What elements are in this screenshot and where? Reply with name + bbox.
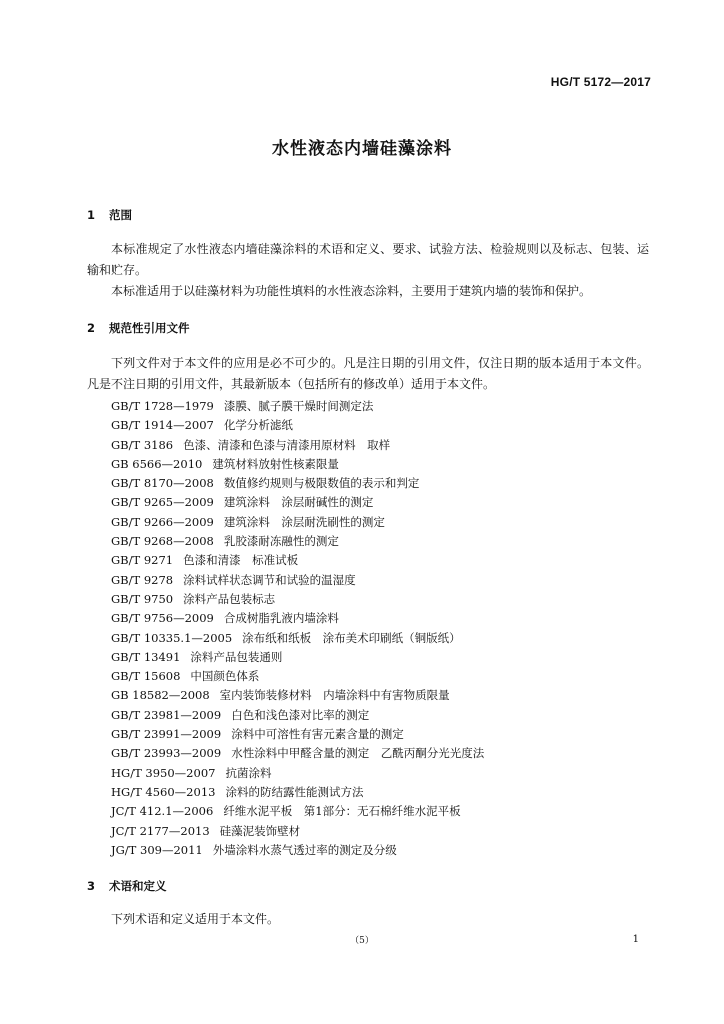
reference-title: 室内装饰装修材料 内墙涂料中有害物质限量 bbox=[219, 688, 450, 703]
reference-list bbox=[111, 397, 484, 860]
reference-code: GB/T 9750 bbox=[111, 591, 174, 606]
reference-title: 建筑材料放射性核素限量 bbox=[212, 456, 339, 471]
reference-item bbox=[111, 725, 484, 744]
reference-item bbox=[111, 648, 484, 667]
section-1-paragraph-2: 本标准适用于以硅藻材料为功能性填料的水性液态涂料，主要用于建筑内墙的装饰和保护。 bbox=[111, 284, 592, 298]
footer-sequence: （5） bbox=[350, 936, 374, 946]
section-title: 术语和定义 bbox=[109, 879, 167, 893]
reference-item bbox=[111, 609, 484, 628]
reference-title: 建筑涂料 涂层耐碱性的测定 bbox=[223, 495, 374, 510]
section-1-heading bbox=[87, 207, 132, 223]
reference-code: JG/T 309—2011 bbox=[111, 842, 203, 857]
reference-title: 乳胶漆耐冻融性的测定 bbox=[223, 534, 339, 549]
reference-item bbox=[111, 397, 484, 416]
reference-title: 色漆、清漆和色漆与清漆用原材料 取样 bbox=[183, 437, 391, 452]
section-1-paragraph-1: 本标准规定了水性液态内墙硅藻涂料的术语和定义、要求、试验方法、检验规则以及标志、包装、运输和贮存。 bbox=[87, 242, 649, 277]
section-number: 2 bbox=[87, 321, 96, 335]
reference-item bbox=[111, 455, 484, 474]
reference-title: 涂料中可溶性有害元素含量的测定 bbox=[231, 727, 404, 742]
reference-title: 建筑涂料 涂层耐洗刷性的测定 bbox=[223, 514, 385, 529]
reference-code: GB/T 9268—2008 bbox=[111, 534, 214, 549]
reference-item bbox=[111, 802, 484, 821]
section-number: 3 bbox=[87, 879, 96, 893]
reference-item bbox=[111, 744, 484, 763]
reference-item bbox=[111, 841, 484, 860]
reference-code: GB/T 9271 bbox=[111, 553, 174, 568]
reference-title: 化学分析滤纸 bbox=[223, 418, 293, 433]
reference-title: 抗菌涂料 bbox=[225, 765, 272, 780]
section-3-heading bbox=[87, 878, 167, 894]
reference-item bbox=[111, 551, 484, 570]
reference-title: 色漆和清漆 标准试板 bbox=[183, 553, 299, 568]
reference-item bbox=[111, 629, 484, 648]
reference-code: GB/T 9266—2009 bbox=[111, 514, 214, 529]
reference-title: 水性涂料中甲醛含量的测定 乙酰丙酮分光光度法 bbox=[231, 746, 485, 761]
reference-code: GB/T 9278 bbox=[111, 572, 174, 587]
reference-title: 数值修约规则与极限数值的表示和判定 bbox=[223, 476, 420, 491]
document-title: 水性液态内墙硅藻涂料 bbox=[272, 139, 452, 159]
reference-code: JC/T 2177—2013 bbox=[111, 823, 210, 838]
reference-code: HG/T 3950—2007 bbox=[111, 765, 216, 780]
reference-item bbox=[111, 532, 484, 551]
reference-title: 白色和浅色漆对比率的测定 bbox=[231, 707, 370, 722]
reference-item bbox=[111, 822, 484, 841]
reference-title: 中国颜色体系 bbox=[190, 669, 260, 684]
reference-title: 硅藻泥装饰壁材 bbox=[219, 823, 301, 838]
reference-code: JC/T 412.1—2006 bbox=[111, 804, 214, 819]
reference-code: HG/T 4560—2013 bbox=[111, 784, 216, 799]
reference-code: GB/T 9265—2009 bbox=[111, 495, 214, 510]
reference-title: 涂料产品包装标志 bbox=[183, 591, 276, 606]
reference-code: GB/T 10335.1—2005 bbox=[111, 630, 233, 645]
section-2-intro: 下列文件对于本文件的应用是必不可少的。凡是注日期的引用文件，仅注日期的版本适用于本文件。凡是不注日期的引用文件，其最新版本（包括所有的修改单）适用于本文件。 bbox=[87, 356, 649, 391]
section-title: 范围 bbox=[109, 208, 132, 222]
reference-code: GB/T 1914—2007 bbox=[111, 418, 214, 433]
reference-title: 漆膜、腻子膜干燥时间测定法 bbox=[223, 399, 374, 413]
reference-item bbox=[111, 571, 484, 590]
reference-title: 涂料产品包装通则 bbox=[190, 649, 283, 664]
reference-item bbox=[111, 667, 484, 686]
section-number: 1 bbox=[87, 208, 96, 222]
reference-code: GB/T 23993—2009 bbox=[111, 746, 222, 761]
reference-item bbox=[111, 513, 484, 532]
reference-item bbox=[111, 764, 484, 783]
reference-code: GB/T 1728—1979 bbox=[111, 399, 214, 413]
reference-title: 涂料试样状态调节和试验的温湿度 bbox=[183, 572, 356, 587]
reference-item bbox=[111, 706, 484, 725]
reference-item bbox=[111, 590, 484, 609]
reference-code: GB/T 3186 bbox=[111, 437, 174, 452]
reference-code: GB/T 23981—2009 bbox=[111, 707, 222, 722]
reference-code: GB/T 15608 bbox=[111, 669, 181, 684]
reference-title: 外墙涂料水蒸气透过率的测定及分级 bbox=[212, 842, 397, 857]
reference-title: 合成树脂乳液内墙涂料 bbox=[223, 611, 339, 626]
page-number: 1 bbox=[632, 934, 639, 945]
section-3-intro: 下列术语和定义适用于本文件。 bbox=[111, 912, 280, 926]
standard-code: HG/T 5172—2017 bbox=[550, 75, 651, 89]
reference-title: 纤维水泥平板 第1部分：无石棉纤维水泥平板 bbox=[223, 804, 461, 819]
reference-item bbox=[111, 474, 484, 493]
reference-code: GB/T 23991—2009 bbox=[111, 727, 222, 742]
reference-item bbox=[111, 783, 484, 802]
reference-code: GB/T 9756—2009 bbox=[111, 611, 214, 626]
reference-item bbox=[111, 493, 484, 512]
reference-title: 涂料的防结露性能测试方法 bbox=[225, 784, 364, 799]
section-title: 规范性引用文件 bbox=[109, 321, 190, 335]
reference-item bbox=[111, 436, 484, 455]
reference-title: 涂布纸和纸板 涂布美术印刷纸（铜版纸） bbox=[242, 630, 461, 645]
reference-code: GB 6566—2010 bbox=[111, 456, 203, 471]
reference-code: GB/T 13491 bbox=[111, 649, 181, 664]
reference-code: GB/T 8170—2008 bbox=[111, 476, 214, 491]
section-2-heading bbox=[87, 320, 190, 336]
reference-code: GB 18582—2008 bbox=[111, 688, 210, 703]
reference-item bbox=[111, 416, 484, 435]
reference-item bbox=[111, 686, 484, 705]
